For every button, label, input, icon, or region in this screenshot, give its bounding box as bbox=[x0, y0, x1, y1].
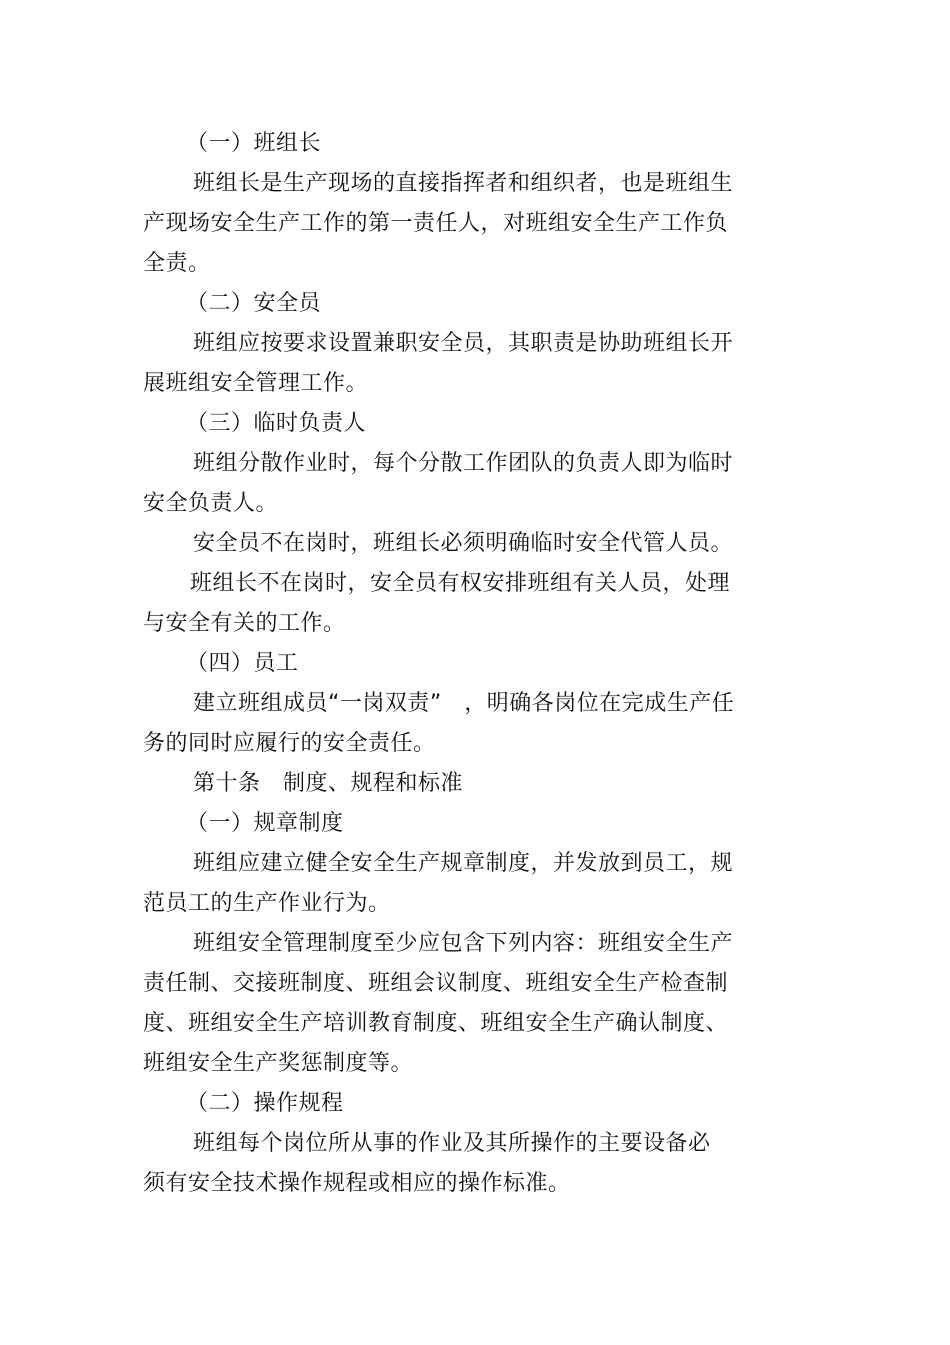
paragraph-line: 安全负责人。 bbox=[143, 491, 279, 516]
paragraph-line: 度、班组安全生产培训教育制度、班组安全生产确认制度、 bbox=[143, 1011, 729, 1036]
paragraph-line: 产现场安全生产工作的第一责任人，对班组安全生产工作负 bbox=[143, 211, 729, 236]
paragraph-line: 班组每个岗位所从事的作业及其所操作的主要设备必 bbox=[193, 1131, 711, 1156]
paragraph-line: 班组长不在岗时，安全员有权安排班组有关人员，处理 bbox=[190, 571, 731, 596]
paragraph-line: 班组应建立健全安全生产规章制度，并发放到员工，规 bbox=[193, 851, 734, 876]
heading-team-leader: （一）班组长 bbox=[186, 131, 322, 156]
paragraph-line: 须有安全技术操作规程或相应的操作标准。 bbox=[143, 1171, 571, 1196]
paragraph-line: 责任制、交接班制度、班组会议制度、班组安全生产检查制 bbox=[143, 971, 729, 996]
paragraph-line: 务的同时应履行的安全责任。 bbox=[143, 731, 436, 756]
paragraph-line: 安全员不在岗时，班组长必须明确临时安全代管人员。 bbox=[193, 531, 734, 556]
paragraph-line: 班组应按要求设置兼职安全员，其职责是协助班组长开 bbox=[193, 331, 734, 356]
paragraph-line: 展班组安全管理工作。 bbox=[143, 371, 369, 396]
paragraph-line: 全责。 bbox=[143, 251, 211, 276]
article-heading: 第十条 制度、规程和标准 bbox=[193, 771, 464, 796]
paragraph-line: 班组安全管理制度至少应包含下列内容：班组安全生产 bbox=[193, 931, 734, 956]
paragraph-line: 班组长是生产现场的直接指挥者和组织者，也是班组生 bbox=[193, 171, 734, 196]
heading-temporary-leader: （三）临时负责人 bbox=[186, 411, 367, 436]
paragraph-line: 班组分散作业时，每个分散工作团队的负责人即为临时 bbox=[193, 451, 734, 476]
heading-safety-officer: （二）安全员 bbox=[186, 291, 322, 316]
paragraph-line: 与安全有关的工作。 bbox=[143, 611, 346, 636]
heading-employees: （四）员工 bbox=[186, 651, 299, 676]
paragraph-line: 范员工的生产作业行为。 bbox=[143, 891, 391, 916]
paragraph-line: 班组安全生产奖惩制度等。 bbox=[143, 1051, 414, 1076]
heading-rules: （一）规章制度 bbox=[186, 811, 344, 836]
heading-operating-procedures: （二）操作规程 bbox=[186, 1091, 344, 1116]
paragraph-line: 建立班组成员“一岗双责” ，明确各岗位在完成生产任 bbox=[193, 691, 735, 716]
